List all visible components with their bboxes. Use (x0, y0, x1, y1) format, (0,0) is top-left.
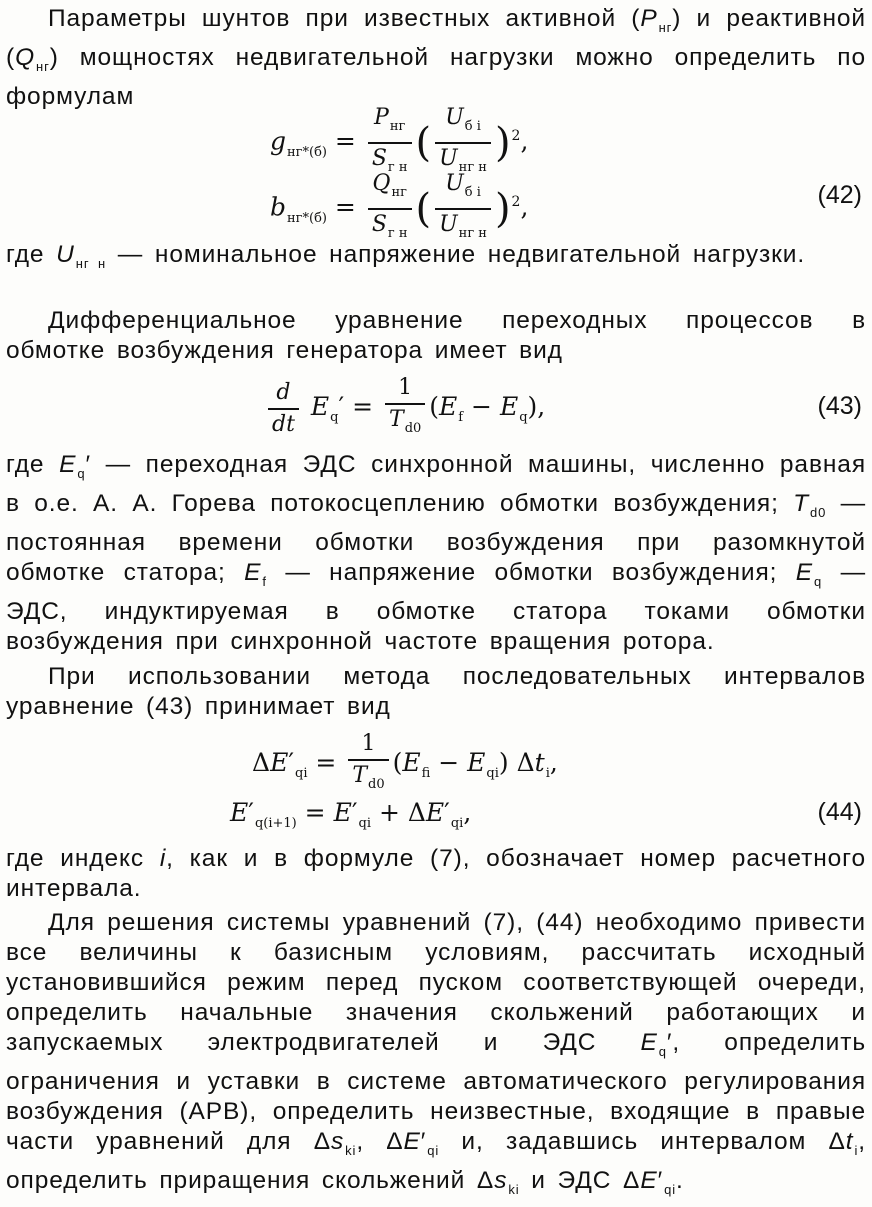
equation-number-44: (44) (817, 798, 862, 826)
paragraph-differential-equation: Дифференциальное уравнение переходных процессов в обмотке возбуждения генератора имеет вид (6, 307, 866, 364)
equation-number-42: (42) (817, 181, 862, 209)
paragraph-interval-method: При использовании метода последовательных интервалов уравнение (43) принимает вид (6, 663, 866, 720)
equation-42b: $b_{нг*(б)}$ = $\frac{Q_{нг}}{S_{г н}}$ ( $\frac{U_{б i}}{U_{нг н}}$ )$^2$, (270, 171, 529, 241)
equation-44b: $E'_{q(i+1)} = E'_{qi} + \Delta E'_{qi}$, (230, 798, 472, 831)
paragraph-eq-definitions: где $E_q'$ — переходная ЭДС синхронной машины, численно равная в о.е. А. А. Горева потокосцеплению обмотки возбуждения; $T_{d0}$ — постоянная времени обмотки возбуждения при разомкнутой обмотке статора; $E_f$ — напряжение обмотки возбуждения; $E_q$ — ЭДС, индуктируемая в обмотке статора токами обмотки возбуждения при синхронной частоте вращения ротора. (6, 451, 866, 655)
paragraph-shunt-parameters: Параметры шунтов при известных активной $(P_{нг})$ и реактивной $(Q_{нг})$ мощностях недвигательной нагрузки можно определить по формулам (6, 5, 866, 110)
paragraph-unom-definition: где $U_{нг н}$ — номинальное напряжение недвигательной нагрузки. (6, 241, 806, 271)
equation-42a: $g_{нг*(б)}$ = $\frac{P_{нг}}{S_{г н}}$ ( $\frac{U_{б i}}{U_{нг н}}$ )$^2$, (270, 105, 529, 175)
equation-44a: $\Delta E'_{qi}$ = $\frac{1}{T_{d0}}$ $(E_{fi} - E_{qi})$ $\Delta t_i$, (252, 731, 558, 792)
equation-43: $\frac{d}{dt}$ $E_q'$ = $\frac{1}{T_{d0}}$ $(E_f - E_q)$, (264, 374, 545, 443)
paragraph-solution-procedure: Для решения системы уравнений (7), (44) необходимо привести все величины к базисным условиям, рассчитать исходный установившийся режим перед пуском соответствующей очереди, определить начальные значения скольжений работающих и запускаемых электродвигателей и ЭДС $E_q'$, определить ограничения и уставки в системе автоматического регулирования возбуждения (АРВ), определить неизвестные, входящие в правые части уравнений для $\Delta s_{ki}$, $\Delta E'_{qi}$ и, задавшись интервалом $\Delta t_i$, определить приращения скольжений $\Delta s_{ki}$ и ЭДС $\Delta E'_{qi}$. (6, 909, 866, 1197)
equation-number-43: (43) (817, 392, 862, 420)
paragraph-index-i: где индекс i, как и в формуле (7), обозначает номер расчетного интервала. (6, 845, 866, 902)
